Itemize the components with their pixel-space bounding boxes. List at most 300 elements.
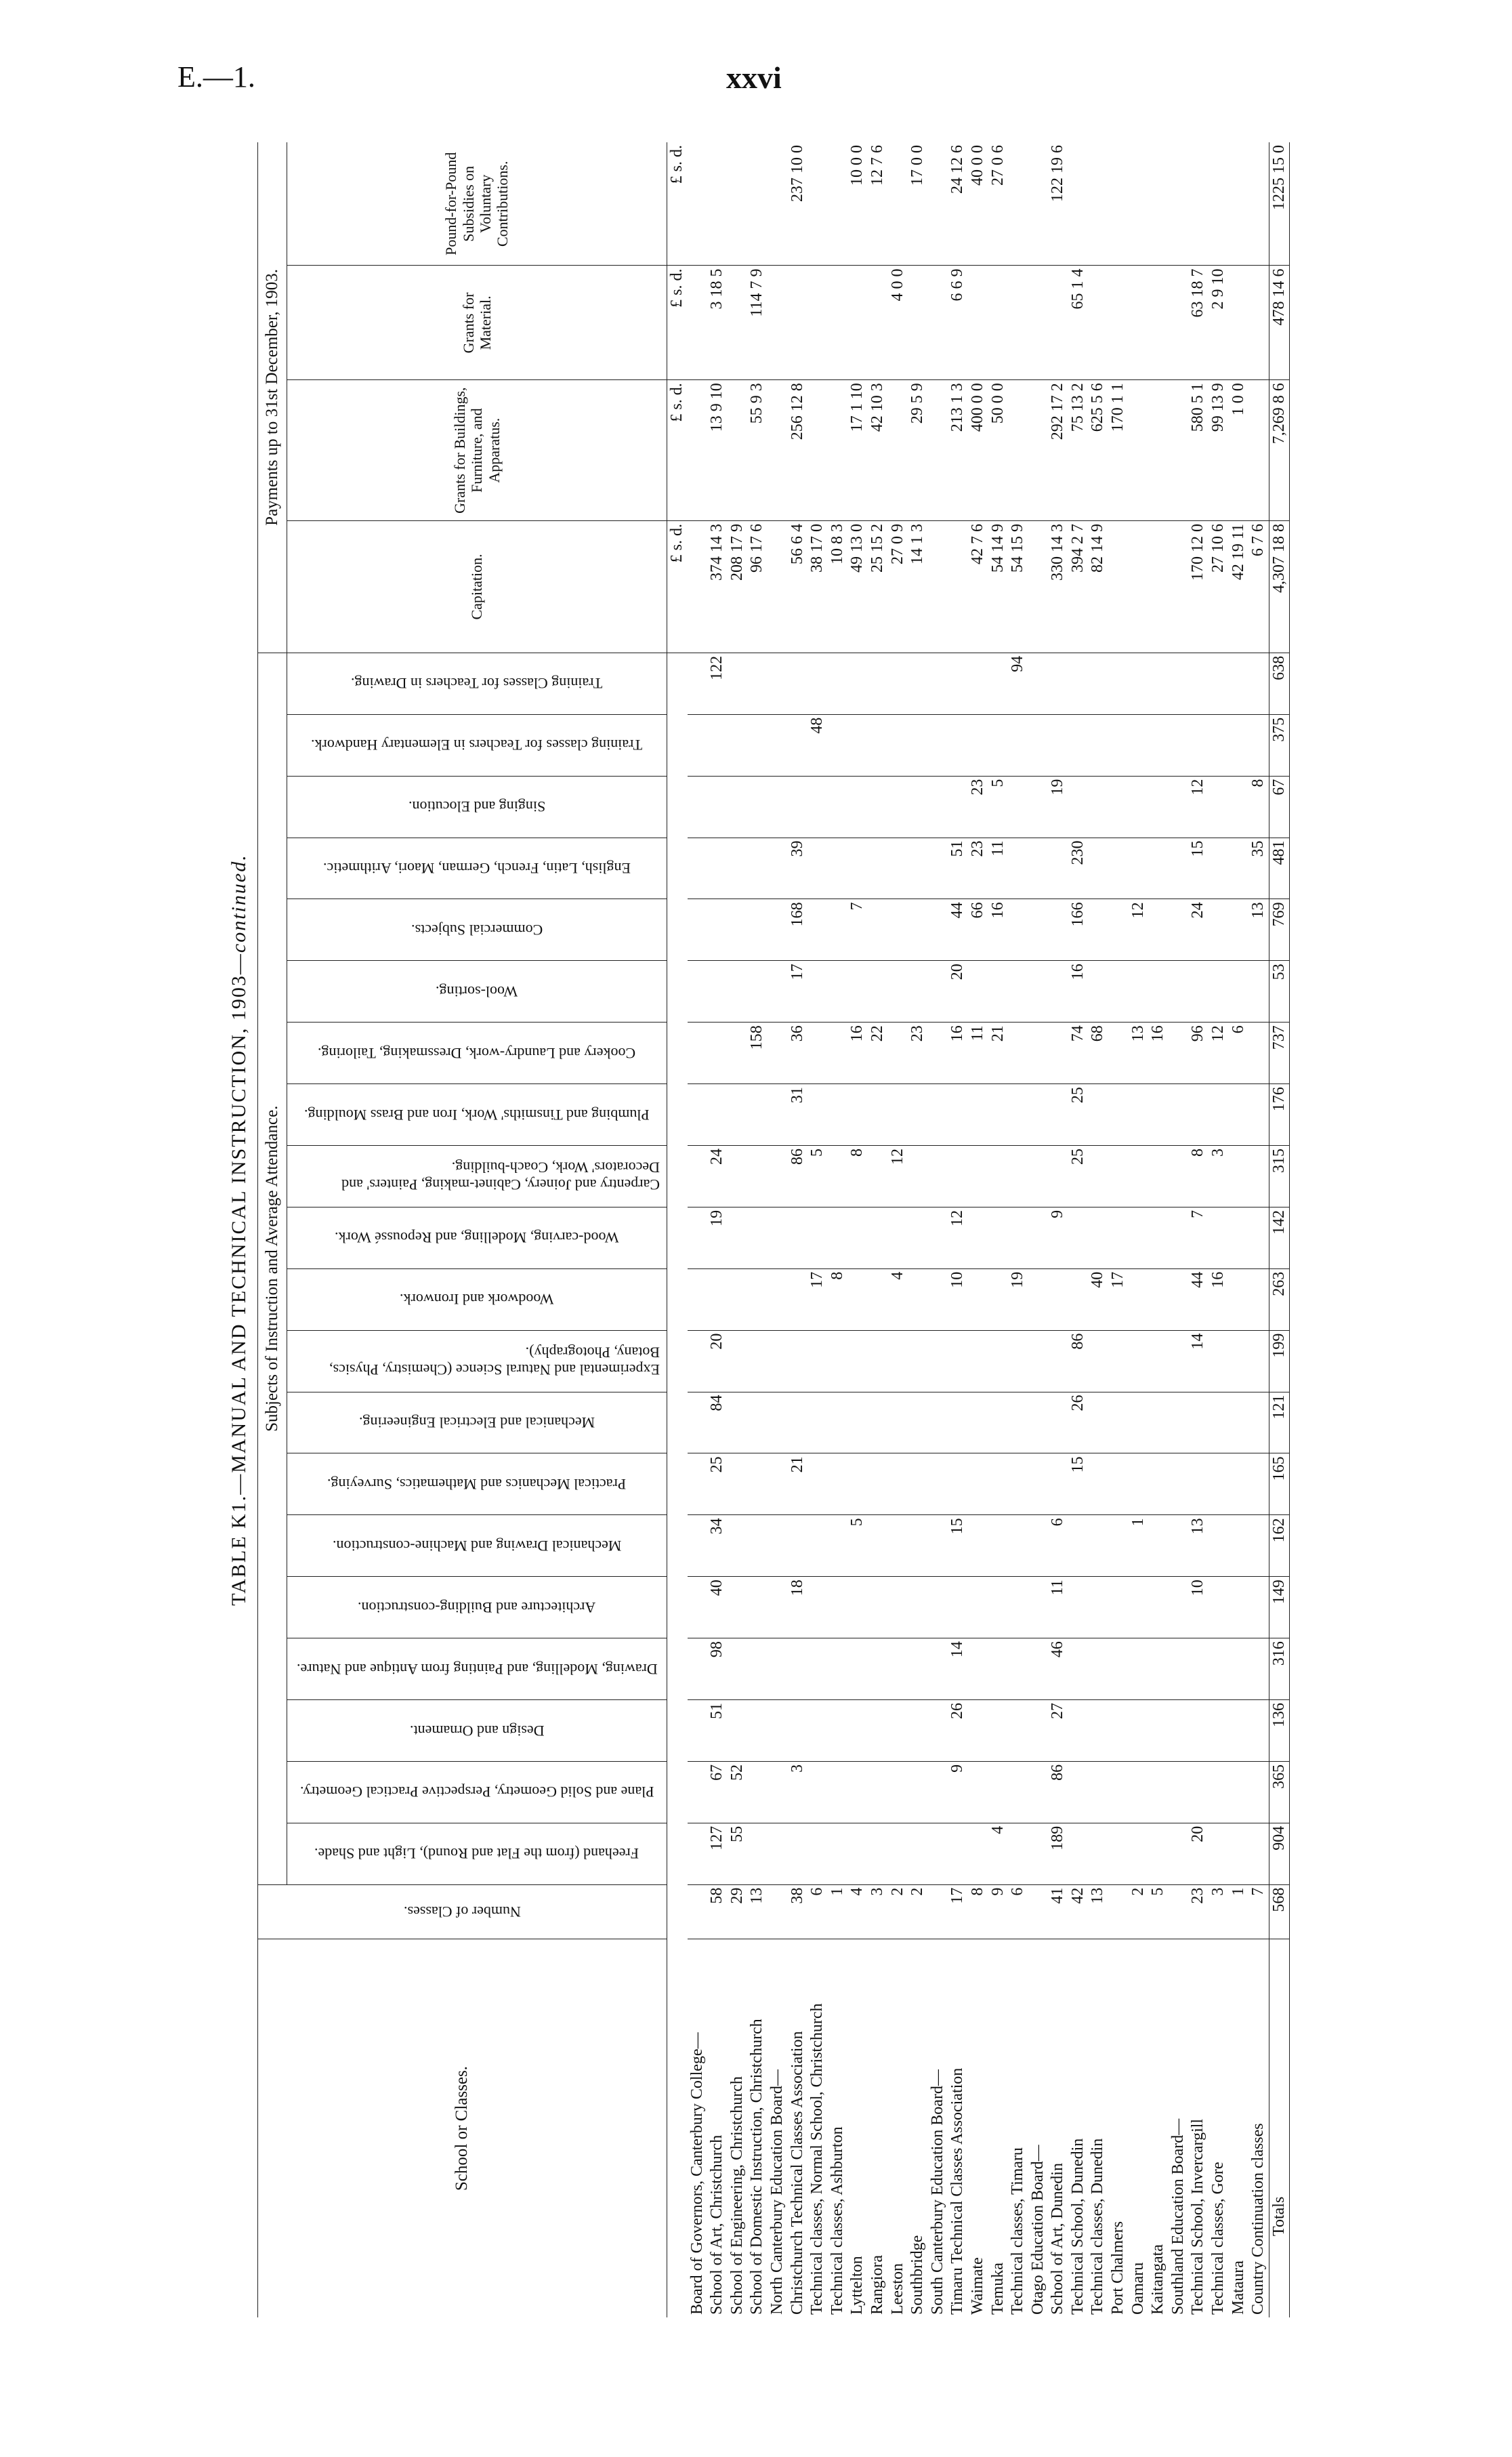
payment-amount [768,380,788,521]
payment-amount: 580 5 1 [1188,380,1209,521]
subject-attendance: 40 [707,1577,728,1638]
subject-attendance [1229,1638,1249,1700]
subject-attendance [728,1268,748,1330]
subject-attendance [768,653,788,714]
payment-amount [1068,142,1089,266]
subject-attendance: 23 [968,838,988,899]
school-name: Southbridge [908,2235,927,2315]
subject-attendance [1229,1453,1249,1515]
subject-attendance [807,1761,828,1823]
subject-attendance: 8 [1188,1145,1209,1207]
subject-attendance [1008,1638,1028,1700]
total-subject: 199 [1269,1330,1290,1392]
subject-attendance: 14 [1188,1330,1209,1392]
subject-attendance [1248,1268,1269,1330]
subject-attendance [988,1207,1009,1268]
header-subject: Plane and Solid Geometry, Perspective Practical Geometry. [287,1761,667,1823]
subject-attendance [1028,653,1049,714]
subject-attendance [847,1207,868,1268]
subject-attendance: 40 [1088,1268,1108,1330]
subject-attendance [868,1330,888,1392]
subject-attendance: 84 [707,1392,728,1453]
subject-attendance: 189 [1048,1823,1068,1884]
subject-attendance [1129,1145,1149,1207]
subject-attendance [728,714,748,776]
subject-attendance [1169,1577,1189,1638]
payment-amount: 27 10 6 [1209,521,1229,653]
subject-attendance [928,1084,948,1146]
subject-attendance: 25 [1068,1145,1089,1207]
total-subject: 121 [1269,1392,1290,1453]
subject-attendance [768,1023,788,1084]
totals-classes: 568 [1269,1884,1290,1939]
payment-amount [1008,380,1028,521]
subject-attendance: 86 [1048,1761,1068,1823]
payment-amount: 27 0 6 [988,142,1009,266]
subject-attendance [1048,1268,1068,1330]
subject-attendance [1068,776,1089,838]
header-payment: Pound-for-Pound Subsidies on Voluntary Contributions. [287,142,667,266]
subject-attendance [1148,776,1169,838]
school-name: Technical School, Dunedin [1068,2138,1087,2315]
total-subject: 142 [1269,1207,1290,1268]
total-subject: 136 [1269,1699,1290,1761]
class-count: 6 [1008,1884,1028,1939]
subject-attendance [988,961,1009,1023]
subject-attendance [1169,1453,1189,1515]
payment-amount: 292 17 2 [1048,380,1068,521]
subject-attendance [908,1084,928,1146]
table-row [1169,142,1189,2317]
subject-attendance [1108,899,1129,961]
subject-attendance [1188,653,1209,714]
subject-attendance [888,1023,908,1084]
payment-amount: 256 12 8 [788,380,808,521]
subject-attendance [688,714,708,776]
total-subject: 263 [1269,1268,1290,1330]
subject-attendance [1229,1268,1249,1330]
subject-attendance [1088,1699,1108,1761]
subject-attendance [1248,1084,1269,1146]
subject-attendance [1108,1145,1129,1207]
payment-amount [1148,521,1169,653]
subject-attendance [1108,1023,1129,1084]
subject-attendance [1169,838,1189,899]
subject-attendance: 12 [888,1145,908,1207]
subject-attendance [928,1330,948,1392]
subject-attendance: 3 [1209,1145,1229,1207]
subject-attendance [1008,1023,1028,1084]
subject-attendance: 34 [707,1515,728,1577]
subject-attendance [828,1515,848,1577]
subject-attendance [1008,1145,1028,1207]
subject-attendance [928,1392,948,1453]
subject-attendance [908,776,928,838]
subject-attendance [888,1638,908,1700]
table-caption [224,142,257,2317]
subject-attendance [888,1084,908,1146]
subject-attendance [968,1268,988,1330]
subject-attendance [747,1453,768,1515]
payment-amount: 3 18 5 [707,266,728,380]
subject-attendance: 44 [1188,1268,1209,1330]
header-subject: Wood-carving, Modelling, and Repoussé Work. [287,1207,667,1268]
subject-attendance [728,1392,748,1453]
subject-attendance [1068,1761,1089,1823]
subject-attendance [1068,714,1089,776]
subject-attendance [928,1515,948,1577]
subject-attendance [928,776,948,838]
subject-attendance [688,1392,708,1453]
subject-attendance [1209,1638,1229,1700]
total-subject: 176 [1269,1084,1290,1146]
table-row [1148,142,1169,2317]
subject-attendance [728,1084,748,1146]
class-count: 6 [807,1884,828,1939]
subject-attendance [1129,1453,1149,1515]
school-name: Technical classes, Ashburton [828,2126,846,2315]
subject-attendance: 11 [968,1023,988,1084]
subject-attendance [928,1268,948,1330]
subject-attendance [868,838,888,899]
payment-amount: 374 14 3 [707,521,728,653]
subject-attendance [1088,1515,1108,1577]
subject-attendance [888,1453,908,1515]
subject-attendance [1169,1823,1189,1884]
subject-attendance [788,1207,808,1268]
subject-attendance [1088,1084,1108,1146]
subject-attendance [768,1699,788,1761]
payment-amount [1229,266,1249,380]
table-row [747,142,768,2317]
subject-attendance [1048,961,1068,1023]
subject-attendance [1169,961,1189,1023]
subject-attendance: 168 [788,899,808,961]
subject-attendance [1248,1023,1269,1084]
subject-attendance: 46 [1048,1638,1068,1700]
subject-attendance [1148,1761,1169,1823]
subject-attendance [828,1699,848,1761]
subject-attendance [968,1577,988,1638]
payment-amount [828,266,848,380]
subject-attendance: 6 [1048,1515,1068,1577]
subject-attendance: 19 [707,1207,728,1268]
subject-attendance [1028,1392,1049,1453]
subject-attendance [807,1577,828,1638]
class-count: 23 [1188,1884,1209,1939]
payment-amount [768,142,788,266]
subject-attendance: 12 [1129,899,1149,961]
subject-attendance [688,899,708,961]
subject-attendance [788,1823,808,1884]
table-row [1129,142,1149,2317]
subject-attendance [768,714,788,776]
school-name: Oamaru [1129,2262,1147,2315]
subject-attendance [747,1577,768,1638]
subject-attendance: 52 [728,1761,748,1823]
subject-attendance [1169,1699,1189,1761]
table-body [688,142,1290,2317]
subject-attendance [1148,1453,1169,1515]
subject-attendance [747,1823,768,1884]
subject-attendance [1209,1453,1229,1515]
table-row [828,142,848,2317]
subject-attendance: 51 [948,838,968,899]
class-count: 42 [1068,1884,1089,1939]
payment-amount: 330 14 3 [1048,521,1068,653]
header-subject: Singing and Elocution. [287,776,667,838]
subject-attendance [1008,1330,1028,1392]
subject-attendance: 25 [1068,1084,1089,1146]
subject-attendance [747,899,768,961]
subject-attendance [688,1145,708,1207]
subject-attendance [1248,1207,1269,1268]
payment-amount [928,142,948,266]
subject-attendance [1188,1761,1209,1823]
class-count: 1 [828,1884,848,1939]
subject-attendance: 122 [707,653,728,714]
payment-amount: 63 18 7 [1188,266,1209,380]
subject-attendance [688,1023,708,1084]
subject-attendance [1248,1761,1269,1823]
class-count: 5 [1148,1884,1169,1939]
class-count: 7 [1248,1884,1269,1939]
subject-attendance [747,1145,768,1207]
subject-attendance [1008,1207,1028,1268]
subject-attendance [1209,1330,1229,1392]
subject-attendance [1028,1084,1049,1146]
subject-attendance [847,1761,868,1823]
table-row [988,142,1009,2317]
subject-attendance [828,899,848,961]
subject-attendance [928,961,948,1023]
subject-attendance [807,1207,828,1268]
total-subject: 149 [1269,1577,1290,1638]
subject-attendance [968,653,988,714]
school-name: Southland Education Board— [1169,2118,1187,2315]
totals-label: Totals [1269,1939,1290,2317]
subject-attendance: 48 [807,714,828,776]
subject-attendance: 127 [707,1823,728,1884]
payment-amount [1148,266,1169,380]
payment-amount [728,380,748,521]
subject-attendance [1229,1084,1249,1146]
payment-amount: 25 15 2 [868,521,888,653]
subject-attendance [768,1577,788,1638]
subject-attendance [908,1638,928,1700]
subject-attendance [1088,1823,1108,1884]
subject-attendance [807,653,828,714]
subject-attendance [1048,1084,1068,1146]
payment-amount [1108,266,1129,380]
subject-attendance [688,1207,708,1268]
subject-attendance [828,1023,848,1084]
subject-attendance [908,1515,928,1577]
table-row [728,142,748,2317]
subject-attendance [1129,838,1149,899]
subject-attendance [1148,1084,1169,1146]
subject-attendance [1229,1823,1249,1884]
subject-attendance [908,1577,928,1638]
subject-attendance [1229,1699,1249,1761]
header-subject: Design and Ornament. [287,1699,667,1761]
payment-amount [847,266,868,380]
subject-attendance [1048,714,1068,776]
payment-amount: 12 7 6 [868,142,888,266]
payment-amount: 4 0 0 [888,266,908,380]
total-subject: 165 [1269,1453,1290,1515]
subject-attendance [1108,1392,1129,1453]
subject-attendance [1169,1023,1189,1084]
subject-attendance [688,1268,708,1330]
rotated-table-stage [224,142,1335,2317]
payment-amount [788,266,808,380]
payment-amount [1008,266,1028,380]
subject-attendance [988,653,1009,714]
subject-attendance [707,1268,728,1330]
payment-amount [1088,142,1108,266]
subject-attendance [747,1268,768,1330]
subject-attendance [1008,1761,1028,1823]
subject-attendance: 21 [788,1453,808,1515]
subject-attendance [1008,776,1028,838]
subject-attendance [768,1330,788,1392]
subject-attendance [768,1207,788,1268]
subject-attendance [1088,1330,1108,1392]
subject-attendance [1229,1515,1249,1577]
total-subject: 904 [1269,1823,1290,1884]
school-name: Lyttelton [848,2256,866,2315]
subject-attendance [1248,1330,1269,1392]
subject-attendance [1088,1638,1108,1700]
subject-attendance [1248,1453,1269,1515]
subject-attendance: 10 [948,1268,968,1330]
subject-attendance [888,653,908,714]
subject-attendance [1028,1268,1049,1330]
subject-attendance [788,1699,808,1761]
payment-amount [1108,521,1129,653]
subject-attendance [807,899,828,961]
payment-amount [1169,521,1189,653]
subject-attendance: 158 [747,1023,768,1084]
class-count: 38 [788,1884,808,1939]
page-number: xxvi [726,60,782,95]
table-row [868,142,888,2317]
subject-attendance [1108,1823,1129,1884]
subject-attendance [988,1577,1009,1638]
subject-attendance [1188,1084,1209,1146]
subject-attendance [968,1453,988,1515]
payment-amount: 10 0 0 [847,142,868,266]
subject-attendance [1188,1392,1209,1453]
subject-attendance: 44 [948,899,968,961]
table-row [1068,142,1089,2317]
subject-attendance [747,1084,768,1146]
subject-attendance [1209,1515,1229,1577]
subject-attendance [868,1268,888,1330]
header-payment: Capitation. [287,521,667,653]
subject-attendance [847,1268,868,1330]
subject-attendance [1148,1207,1169,1268]
subject-attendance [707,838,728,899]
data-table [257,142,1290,2317]
subject-attendance [908,714,928,776]
subject-attendance: 16 [948,1023,968,1084]
subject-attendance [948,1823,968,1884]
subject-attendance [1129,961,1149,1023]
subject-attendance: 6 [1229,1023,1249,1084]
subject-attendance: 26 [948,1699,968,1761]
subject-attendance [1148,1268,1169,1330]
payment-amount: 42 19 11 [1229,521,1249,653]
subject-attendance [1028,1453,1049,1515]
subject-attendance [1108,1638,1129,1700]
subject-attendance [1248,1577,1269,1638]
subject-attendance [807,1330,828,1392]
subject-attendance [908,653,928,714]
subject-attendance [1188,1699,1209,1761]
class-count [1028,1884,1049,1939]
subject-attendance [728,1515,748,1577]
class-count: 13 [1088,1884,1108,1939]
header-school: School or Classes. [258,1939,667,2317]
subject-attendance: 5 [847,1515,868,1577]
subject-attendance [988,1761,1009,1823]
subject-attendance [1108,1207,1129,1268]
subject-attendance: 86 [788,1145,808,1207]
subject-attendance [908,1207,928,1268]
subject-attendance [747,961,768,1023]
payment-amount: 55 9 3 [747,380,768,521]
subject-attendance: 16 [1209,1268,1229,1330]
payment-amount: 6 6 9 [948,266,968,380]
header-classes: Number of Classes. [258,1884,667,1939]
subject-attendance [747,838,768,899]
subject-attendance [1129,1638,1149,1700]
subject-attendance: 55 [728,1823,748,1884]
subject-attendance [688,1577,708,1638]
units-spacer [667,653,688,2317]
subject-attendance [728,1207,748,1268]
subject-attendance [888,961,908,1023]
subject-attendance [1088,1207,1108,1268]
subject-attendance [968,714,988,776]
subject-attendance [1028,1515,1049,1577]
subject-attendance: 16 [847,1023,868,1084]
subject-attendance [1169,899,1189,961]
subject-attendance [1028,1145,1049,1207]
payment-amount: 625 5 6 [1088,380,1108,521]
subject-attendance [1229,1392,1249,1453]
table-row [688,142,708,2317]
subject-attendance [888,714,908,776]
subject-attendance [908,1145,928,1207]
subject-attendance [1129,714,1149,776]
header-subject: Plumbing and Tinsmiths' Work, Iron and Brass Moulding. [287,1084,667,1146]
subject-attendance [828,961,848,1023]
class-count [928,1884,948,1939]
subject-attendance: 23 [968,776,988,838]
subject-attendance [968,1330,988,1392]
payment-amount [828,142,848,266]
payment-amount: 17 1 10 [847,380,868,521]
subject-attendance: 15 [948,1515,968,1577]
subject-attendance [1048,838,1068,899]
subject-attendance [868,714,888,776]
subject-attendance [847,1084,868,1146]
subject-attendance [868,1515,888,1577]
subject-attendance [928,1699,948,1761]
